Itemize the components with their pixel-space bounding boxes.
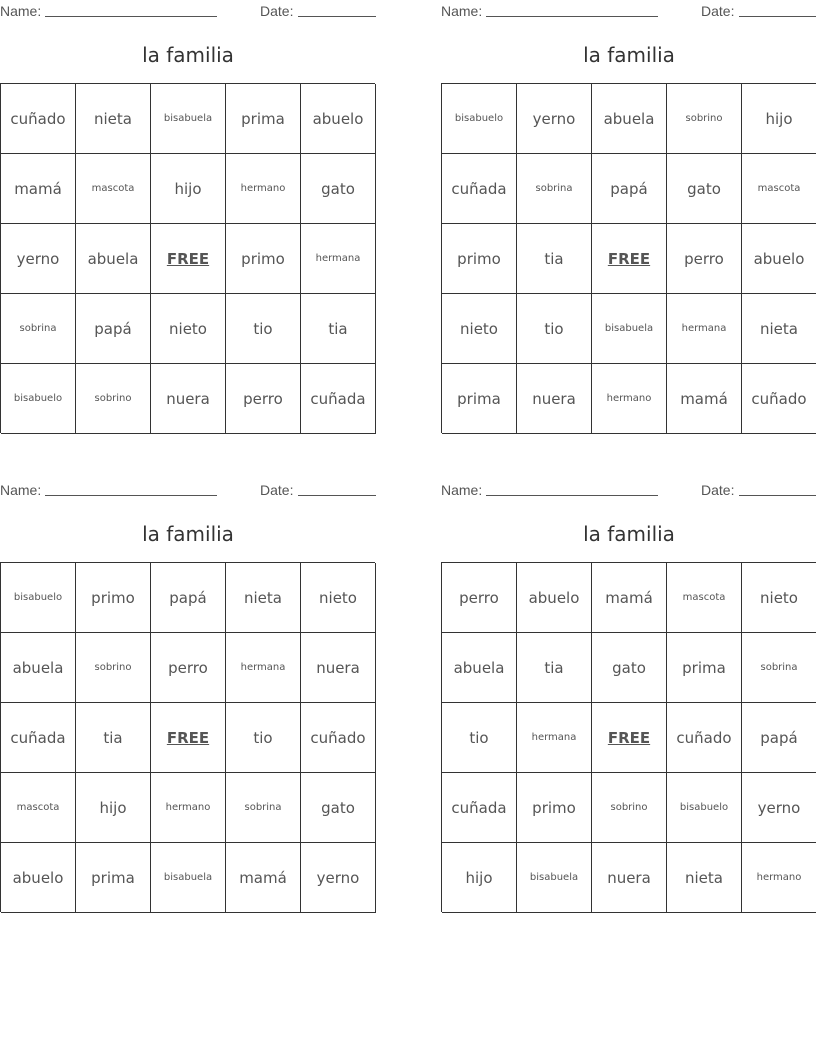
bingo-cell: hermano <box>742 843 816 913</box>
bingo-cell: abuelo <box>517 563 592 633</box>
bingo-cell: mascota <box>1 773 76 843</box>
date-blank <box>298 16 376 17</box>
bingo-cell: mamá <box>667 364 742 434</box>
name-blank <box>486 16 658 17</box>
bingo-cell: yerno <box>742 773 816 843</box>
bingo-cell: abuela <box>592 84 667 154</box>
bingo-cell: gato <box>592 633 667 703</box>
bingo-cell: abuelo <box>301 84 376 154</box>
bingo-cell: nieta <box>76 84 151 154</box>
bingo-cell: sobrino <box>667 84 742 154</box>
bingo-cell: nieto <box>301 563 376 633</box>
bingo-cell: sobrino <box>76 364 151 434</box>
bingo-cell: nieto <box>742 563 816 633</box>
name-date-line <box>0 3 376 19</box>
date-label: Date: <box>260 3 294 19</box>
date-blank <box>298 495 376 496</box>
bingo-cell: primo <box>442 224 517 294</box>
bingo-cell: nieto <box>442 294 517 364</box>
bingo-cell: primo <box>226 224 301 294</box>
bingo-cell: hermana <box>517 703 592 773</box>
bingo-cell: yerno <box>517 84 592 154</box>
bingo-cell: sobrina <box>1 294 76 364</box>
bingo-cell: cuñada <box>301 364 376 434</box>
bingo-cell: cuñada <box>442 154 517 224</box>
bingo-cell: cuñada <box>1 703 76 773</box>
bingo-cell: mascota <box>742 154 816 224</box>
bingo-cell: perro <box>226 364 301 434</box>
free-space-cell: FREE <box>151 703 226 773</box>
bingo-cell: nieto <box>151 294 226 364</box>
bingo-cell: tio <box>226 294 301 364</box>
name-date-line <box>441 482 816 498</box>
card-title: la familia <box>142 43 234 67</box>
date-blank <box>739 495 816 496</box>
bingo-cell: mamá <box>592 563 667 633</box>
name-blank <box>45 495 217 496</box>
name-blank <box>45 16 217 17</box>
bingo-cell: nuera <box>301 633 376 703</box>
bingo-cell: mascota <box>667 563 742 633</box>
bingo-cell: hermana <box>301 224 376 294</box>
date-label: Date: <box>260 482 294 498</box>
name-blank <box>486 495 658 496</box>
bingo-cell: hermano <box>226 154 301 224</box>
bingo-cell: bisabuela <box>151 84 226 154</box>
bingo-cell: cuñado <box>301 703 376 773</box>
bingo-cell: prima <box>76 843 151 913</box>
bingo-cell: hijo <box>76 773 151 843</box>
bingo-grid <box>441 83 816 433</box>
bingo-cell: sobrina <box>742 633 816 703</box>
bingo-cell: abuelo <box>1 843 76 913</box>
bingo-cell: hermana <box>667 294 742 364</box>
bingo-cell: prima <box>667 633 742 703</box>
bingo-card-1 <box>0 0 376 440</box>
bingo-grid <box>441 562 816 912</box>
bingo-cell: primo <box>76 563 151 633</box>
bingo-cell: mascota <box>76 154 151 224</box>
bingo-cell: papá <box>76 294 151 364</box>
bingo-cell: bisabuelo <box>442 84 517 154</box>
bingo-cell: sobrino <box>592 773 667 843</box>
card-title: la familia <box>583 522 675 546</box>
bingo-cell: papá <box>592 154 667 224</box>
bingo-cell: hermano <box>592 364 667 434</box>
bingo-cell: abuela <box>442 633 517 703</box>
bingo-cell: hijo <box>742 84 816 154</box>
bingo-cell: nieta <box>742 294 816 364</box>
bingo-cell: tia <box>301 294 376 364</box>
bingo-cell: bisabuelo <box>1 364 76 434</box>
bingo-cell: nieta <box>226 563 301 633</box>
bingo-grid <box>0 83 375 433</box>
bingo-cell: cuñado <box>742 364 816 434</box>
bingo-grid <box>0 562 375 912</box>
bingo-cell: bisabuela <box>592 294 667 364</box>
date-label: Date: <box>701 482 735 498</box>
bingo-cell: abuelo <box>742 224 816 294</box>
bingo-cell: mamá <box>226 843 301 913</box>
bingo-cell: abuela <box>76 224 151 294</box>
bingo-card-3 <box>0 479 376 919</box>
bingo-cell: perro <box>667 224 742 294</box>
bingo-cell: tio <box>226 703 301 773</box>
bingo-cell: sobrina <box>517 154 592 224</box>
bingo-cell: primo <box>517 773 592 843</box>
bingo-cell: tio <box>442 703 517 773</box>
bingo-cell: papá <box>151 563 226 633</box>
bingo-cell: nuera <box>151 364 226 434</box>
bingo-cell: nuera <box>517 364 592 434</box>
bingo-cell: hijo <box>442 843 517 913</box>
bingo-cell: perro <box>151 633 226 703</box>
bingo-cell: tia <box>517 633 592 703</box>
name-label: Name: <box>0 482 42 498</box>
bingo-cell: mamá <box>1 154 76 224</box>
bingo-cell: gato <box>301 773 376 843</box>
bingo-cell: sobrino <box>76 633 151 703</box>
bingo-cell: tio <box>517 294 592 364</box>
free-space-cell: FREE <box>592 703 667 773</box>
bingo-cell: prima <box>226 84 301 154</box>
bingo-cell: cuñada <box>442 773 517 843</box>
bingo-card-2 <box>441 0 816 440</box>
name-date-line <box>441 3 816 19</box>
bingo-cell: tia <box>517 224 592 294</box>
bingo-cell: hijo <box>151 154 226 224</box>
bingo-cell: yerno <box>301 843 376 913</box>
bingo-cell: cuñado <box>667 703 742 773</box>
bingo-cell: nuera <box>592 843 667 913</box>
bingo-cell: bisabuela <box>151 843 226 913</box>
bingo-cell: abuela <box>1 633 76 703</box>
card-title: la familia <box>142 522 234 546</box>
bingo-cell: gato <box>301 154 376 224</box>
bingo-cell: bisabuelo <box>1 563 76 633</box>
bingo-cell: bisabuela <box>517 843 592 913</box>
bingo-cell: gato <box>667 154 742 224</box>
name-label: Name: <box>441 482 483 498</box>
bingo-cell: perro <box>442 563 517 633</box>
bingo-cell: yerno <box>1 224 76 294</box>
bingo-cell: hermano <box>151 773 226 843</box>
bingo-cell: prima <box>442 364 517 434</box>
date-label: Date: <box>701 3 735 19</box>
bingo-cell: bisabuelo <box>667 773 742 843</box>
free-space-cell: FREE <box>592 224 667 294</box>
bingo-cell: papá <box>742 703 816 773</box>
bingo-cell: tia <box>76 703 151 773</box>
bingo-cell: sobrina <box>226 773 301 843</box>
date-blank <box>739 16 816 17</box>
name-date-line <box>0 482 376 498</box>
name-label: Name: <box>0 3 42 19</box>
bingo-cell: hermana <box>226 633 301 703</box>
bingo-card-4 <box>441 479 816 919</box>
free-space-cell: FREE <box>151 224 226 294</box>
bingo-cell: nieta <box>667 843 742 913</box>
card-title: la familia <box>583 43 675 67</box>
name-label: Name: <box>441 3 483 19</box>
bingo-cell: cuñado <box>1 84 76 154</box>
